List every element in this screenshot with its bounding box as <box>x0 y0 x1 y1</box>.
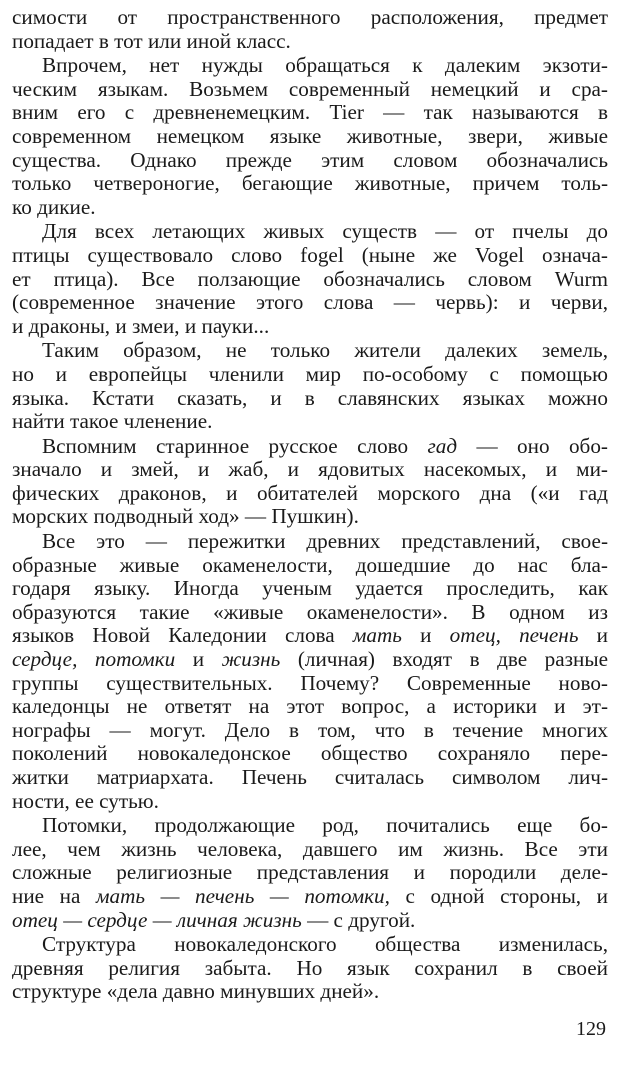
text-line: только четвероногие, бегающие животные, причем толь- <box>12 171 608 196</box>
text-line: значало и змей, и жаб, и ядовитых насекомых, и ми- <box>12 457 608 482</box>
paragraph-2 <box>12 54 608 219</box>
text-line: попадает в тот или иной класс. <box>12 28 291 53</box>
text-line: ческим языкам. Возьмем современный немецкий и сра- <box>12 76 608 101</box>
text-line: поколений новокаледонское общество сохраняло пере- <box>12 741 608 766</box>
text-line: группы существительных. Почему? Современные ново- <box>12 670 608 695</box>
text-line: годаря языку. Иногда ученым удается проследить, как <box>12 576 608 601</box>
text-line: фических драконов, и обитателей морского дна («и гад <box>12 480 608 505</box>
paragraph-7 <box>12 814 608 932</box>
paragraph-5 <box>12 435 608 529</box>
paragraph-1 <box>12 6 608 53</box>
text-line: Впрочем, нет нужды обращаться к далеким экзоти- <box>42 53 608 78</box>
text-line: Структура новокаледонского общества изменилась, <box>42 932 608 957</box>
text-line: ко дикие. <box>12 194 96 219</box>
text-line: найти такое членение. <box>12 409 213 434</box>
text-line: житки матриархата. Печень считалась символом лич- <box>12 765 608 789</box>
text-line: симости от пространственного расположения, предмет <box>12 5 608 29</box>
text-line: языков Новой Каледонии слова мать и отец, печень и <box>12 623 609 648</box>
text-line: древняя религия забыта. Но язык сохранил в своей <box>12 955 608 980</box>
paragraph-3 <box>12 220 608 338</box>
paragraph-6 <box>12 530 608 813</box>
text-line: Все это — пережитки древних представлений, свое- <box>42 529 608 554</box>
body-text <box>12 6 608 1004</box>
text-line: структуре «дела давно минувших дней». <box>12 979 380 1004</box>
paragraph-4 <box>12 339 608 433</box>
text-line: Вспомним старинное русское слово гад — оно обо- <box>42 433 608 458</box>
text-line: нографы — могут. Дело в том, что в течение многих <box>12 717 608 742</box>
text-line: Потомки, продолжающие род, почитались еще бо- <box>42 813 608 838</box>
text-line: ности, ее сутью. <box>12 788 159 813</box>
text-line: лее, чем жизнь человека, давшего им жизнь. Все эти <box>12 836 608 861</box>
text-line: образуются такие «живые окаменелости». В одном из <box>12 599 608 624</box>
text-line: но и европейцы членили мир по-особому с помощью <box>12 361 608 386</box>
text-line: Для всех летающих живых существ — от пчелы до <box>42 219 608 244</box>
text-line: Таким образом, не только жители далеких земель, <box>42 338 608 363</box>
text-line: существа. Однако прежде этим словом обозначались <box>12 147 608 172</box>
text-line: (современное значение этого слова — червь): и черви, <box>12 290 608 315</box>
text-line: языка. Кстати сказать, и в славянских языках можно <box>12 385 608 410</box>
text-line: ние на мать — печень — потомки, с одной стороны, и <box>12 883 609 908</box>
text-line: образные живые окаменелости, дошедшие до нас бла- <box>12 552 608 577</box>
text-line: отец — сердце — личная жизнь — с другой. <box>12 907 416 932</box>
text-line: ет птица). Все ползающие обозначались словом Wurm <box>12 266 608 291</box>
page-number: 129 <box>576 1018 606 1040</box>
text-line: птицы существовало слово fogel (ныне же Vogel означа- <box>12 242 608 267</box>
paragraph-8 <box>12 933 608 1004</box>
text-line: морских подводный ход» — Пушкин). <box>12 504 359 529</box>
text-line: сложные религиозные представления и породили деле- <box>12 860 608 885</box>
text-line: и драконы, и змеи, и пауки... <box>12 313 270 338</box>
text-line: современном немецком языке животные, звери, живые <box>12 123 608 148</box>
text-line: каледонцы не ответят на этот вопрос, а историки и эт- <box>12 694 608 719</box>
text-line: сердце, потомки и жизнь (личная) входят в две разные <box>12 647 609 672</box>
text-line: вним его с древненемецким. Tier — так называются в <box>12 100 608 125</box>
